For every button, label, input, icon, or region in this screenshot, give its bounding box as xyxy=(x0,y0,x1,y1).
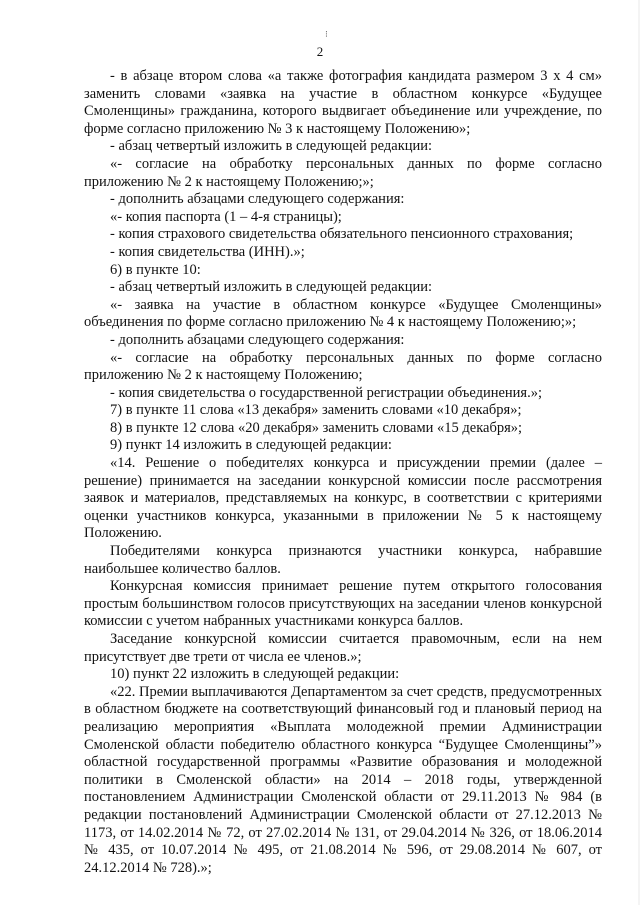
page-number: 2 xyxy=(316,44,324,59)
paragraph: «22. Премии выплачиваются Департаментом за счет средств, предусмотренных в областном бюджете на соответствующий финансовый год и плановый период на реализацию мероприятия «Выплата молодежной премии Администрации Смоленской области победителю областного конкурса “Будущее Смоленщины”» областной государственной программы «Развитие образования и молодежной политики в Смоленской области» на 2014 – 2018 годы, утвержденной постановлением Администрации Смоленской области от 29.11.2013 № 984 (в редакции постановлений Администрации Смоленской области от 27.12.2013 № 1173, от 14.02.2014 № 72, от 27.02.2014 № 131, от 29.04.2014 № 326, от 18.06.2014 № 435, от 10.07.2014 № 495, от 21.08.2014 № 596, от 29.08.2014 № 607, от 24.12.2014 № 728).»; xyxy=(84,683,603,876)
paragraph: - копия свидетельства (ИНН).»; xyxy=(110,243,305,260)
paragraph: «- согласие на обработку персональных данных по форме согласно приложению № 2 к настоящему Положению; xyxy=(84,349,602,384)
paragraph: - абзац четвертый изложить в следующей редакции: xyxy=(110,138,433,155)
paragraph: «- согласие на обработку персональных данных по форме согласно приложению № 2 к настоящему Положению;»; xyxy=(84,155,602,190)
paragraph: - дополнить абзацами следующего содержания: xyxy=(110,191,405,208)
paragraph: - абзац четвертый изложить в следующей редакции: xyxy=(110,279,433,296)
paragraph: Победителями конкурса признаются участники конкурса, набравшие наибольшее количество баллов. xyxy=(84,543,602,577)
paragraph: - в абзаце втором слова «а также фотография кандидата размером 3 х 4 см» заменить словами «заявка на участие в областном конкурсе «Будущее Смоленщины» гражданина, которого выдвигает объединение или учреждение, по форме согласно приложению № 3 к настоящему Положению»; xyxy=(84,68,602,137)
paragraph: Конкурсная комиссия принимает решение путем открытого голосования простым большинством голосов присутствующих на заседании членов конкурсной комиссии с учетом набранных участниками конкурса баллов. xyxy=(84,578,602,630)
paragraph: «14. Решение о победителях конкурса и присуждении премии (далее – решение) принимается на заседании конкурсной комиссии после рассмотрения заявок и материалов, представляемых на конкурс, в соответствии с критериями оценки участников конкурса, указанными в приложении № 5 к настоящему Положению. xyxy=(84,455,602,542)
paragraph: 7) в пункте 11 слова «13 декабря» заменить словами «10 декабря»; xyxy=(110,402,522,419)
paragraph: - дополнить абзацами следующего содержания: xyxy=(110,331,405,348)
scan-mark: ⁝ xyxy=(325,29,328,39)
paragraph: 8) в пункте 12 слова «20 декабря» заменить словами «15 декабря»; xyxy=(110,419,523,436)
paragraph: «- копия паспорта (1 – 4-я страницы); xyxy=(110,208,342,225)
paragraph: 10) пункт 22 изложить в следующей редакции: xyxy=(110,666,400,683)
document-body xyxy=(84,68,602,877)
paragraph: 6) в пункте 10: xyxy=(110,261,201,278)
paragraph: Заседание конкурсной комиссии считается правомочным, если на нем присутствует две трети от числа ее членов.»; xyxy=(84,631,602,665)
paragraph: 9) пункт 14 изложить в следующей редакции: xyxy=(110,437,392,454)
paragraph: - копия свидетельства о государственной регистрации объединения.»; xyxy=(110,384,542,401)
paragraph: - копия страхового свидетельства обязательного пенсионного страхования; xyxy=(110,226,574,243)
paragraph: «- заявка на участие в областном конкурсе «Будущее Смоленщины» объединения по форме согласно приложению № 4 к настоящему Положению;»; xyxy=(84,296,602,331)
